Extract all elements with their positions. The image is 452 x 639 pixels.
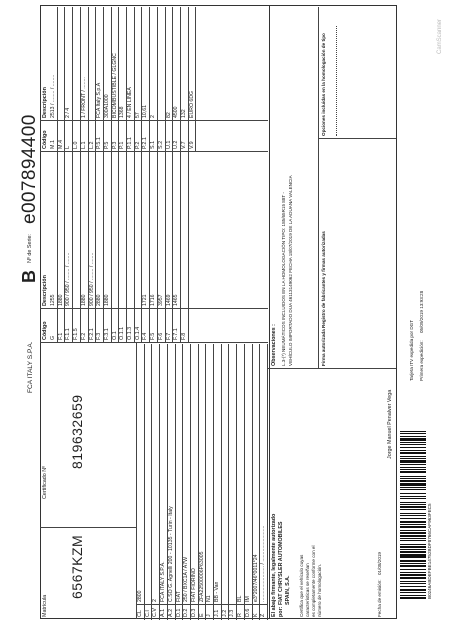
barcode-bar	[400, 513, 426, 515]
field-value: 1255	[50, 294, 56, 306]
issue-date-value: 01/08/2019	[377, 552, 382, 575]
barcode-bar	[400, 456, 426, 457]
row-divider	[126, 7, 127, 152]
first-issue-label: Primera expedición:	[419, 340, 424, 381]
field-value: 57	[134, 112, 141, 118]
field-code: F.8	[180, 332, 187, 340]
barcode-bar	[400, 498, 426, 499]
observations-line-1: L.3-(*) NEUMÁTICOS INCLUIDOS EN LA HOMOLOGACIÓN TIPO: 185/65R15 88T -	[281, 192, 286, 366]
barcode-bar	[400, 535, 426, 537]
barcode-bar	[400, 447, 426, 448]
field-value: 4500	[173, 106, 180, 118]
barcode-bar	[400, 444, 426, 445]
field-code: F.1.1	[65, 328, 72, 340]
row-divider	[195, 7, 196, 152]
barcode-bar	[400, 483, 426, 486]
row-divider	[165, 7, 166, 152]
barcode-bar	[400, 471, 426, 473]
field-code: L.0	[73, 141, 80, 149]
barcode-bar	[400, 478, 426, 479]
field-code: F.1.5	[73, 328, 80, 340]
field-code: O.1.1	[119, 326, 126, 340]
field-value: FIAT	[175, 591, 182, 602]
barcode-bar	[400, 464, 426, 465]
row-divider	[95, 7, 96, 152]
barcode-bar	[400, 442, 426, 444]
row-divider	[80, 152, 81, 343]
field-value: 10,61	[142, 105, 149, 118]
field-code: O.1.3	[127, 326, 133, 340]
barcode-bar	[400, 595, 426, 596]
barcode-bar	[400, 467, 426, 469]
field-code: F.7.1	[173, 328, 180, 340]
barcode-bar	[400, 589, 426, 591]
row-divider	[157, 152, 158, 343]
field-value: 1465	[173, 294, 180, 306]
barcode-bar	[400, 496, 426, 498]
row-divider	[136, 343, 137, 619]
row-divider	[103, 152, 104, 343]
field-code: O.1.4	[134, 326, 141, 340]
options-title: Opciones incluidas en la homologación de tipo	[321, 33, 326, 136]
field-code: F.2	[80, 332, 87, 340]
row-divider	[134, 152, 135, 343]
registration-label: Matrícula	[42, 594, 48, 617]
barcode-bar	[400, 541, 426, 542]
row-divider	[126, 152, 127, 343]
field-code: F.1	[57, 332, 64, 340]
signer-line-3: SPAIN, S.A.	[285, 575, 291, 605]
row-divider	[157, 7, 158, 152]
row-divider	[228, 344, 229, 620]
company-name: FCA ITALY S.P.A.	[27, 341, 34, 393]
observations-title: Observaciones :	[271, 324, 277, 366]
field-code: F.7	[165, 332, 172, 340]
barcode-bar	[400, 433, 426, 435]
field-code: J	[206, 614, 213, 617]
field-value: 2	[150, 115, 157, 118]
signatory-name: Jorge Manuel Penalver Vega	[387, 389, 393, 459]
field-code: F.4	[142, 332, 149, 340]
barcode-bar	[400, 452, 426, 454]
row-divider	[172, 152, 173, 343]
barcode-bar	[400, 502, 426, 503]
field-value: 1716	[150, 294, 157, 306]
row-divider	[111, 152, 112, 343]
barcode-bar	[400, 436, 426, 437]
field-code: F.2.1	[88, 328, 95, 340]
field-code: P.1.1	[127, 137, 133, 149]
row-divider	[144, 344, 145, 620]
row-divider	[213, 344, 214, 620]
field-value: IM	[244, 596, 251, 602]
field-code: K	[252, 613, 259, 617]
row-divider	[180, 7, 181, 152]
row-divider	[244, 344, 245, 620]
field-code: M.1	[50, 140, 56, 149]
field-code: L.2	[88, 141, 95, 149]
authorized-signature-label: Firma autorizada Registro de fabricantes y firmas autorizadas	[321, 231, 326, 366]
field-value: FCA ITALY S.P.A.	[160, 561, 167, 602]
field-value: 1 / FRONT / ........	[80, 77, 87, 118]
barcode-bar	[400, 551, 426, 553]
field-code: P.2	[134, 141, 141, 149]
right-desc-header: Descripción	[42, 87, 48, 118]
field-code: J.3	[229, 609, 236, 617]
row-divider	[72, 7, 73, 152]
barcode-bar	[400, 554, 426, 557]
barcode-bar	[400, 504, 426, 506]
field-value: 2880	[96, 294, 103, 306]
row-divider	[134, 7, 135, 152]
barcode-bar	[400, 458, 426, 460]
barcode-bar	[400, 476, 426, 477]
field-value: N1	[206, 595, 213, 602]
field-value: 2513 / ........ / ........	[50, 74, 56, 118]
col-divider	[40, 120, 268, 121]
barcode-bar	[400, 526, 426, 528]
serial-label: Nº de Serie:	[27, 234, 33, 263]
serial-number: e007894400	[19, 114, 40, 224]
barcode-bar	[400, 558, 426, 559]
scanner-watermark: CamScanner	[437, 18, 443, 54]
barcode-bar	[400, 480, 426, 482]
barcode-bar	[400, 460, 426, 463]
row-divider	[172, 7, 173, 152]
row-divider	[188, 152, 189, 343]
barcode-bar	[400, 597, 426, 599]
barcode-bar	[400, 550, 426, 551]
series-letter: B	[19, 270, 39, 283]
field-value: 1880	[80, 294, 87, 306]
col-divider	[268, 368, 396, 369]
field-code: A.2	[167, 608, 174, 617]
field-value: ZFA22500006P63005	[198, 551, 205, 602]
col-divider	[40, 342, 268, 343]
field-code: A.1	[160, 608, 167, 617]
field-value: 4 / EN LINEA	[127, 87, 133, 118]
field-code: L	[65, 146, 72, 149]
itv-issued-label: Tarjeta ITV expedida por DGT	[409, 319, 414, 381]
field-code: P.5.1	[96, 137, 103, 149]
barcode-bar	[400, 565, 426, 567]
issue-date-label: Fecha de emisión:	[377, 579, 382, 617]
field-value: ......................... / .........................	[260, 525, 267, 602]
field-value: 300A1000	[103, 94, 110, 118]
barcode-bar	[400, 451, 426, 452]
right-code-header: Código	[42, 130, 48, 149]
barcode-bar	[400, 569, 426, 570]
row-divider	[221, 344, 222, 620]
barcode-bar	[400, 563, 426, 564]
row-divider	[64, 152, 65, 343]
field-code: F.3	[96, 332, 103, 340]
field-code: D.1	[175, 608, 182, 617]
field-value: C.SO G. Agnelli 200 - 10135 - Turin - Italy	[167, 506, 174, 602]
row-divider	[141, 152, 142, 343]
barcode-bar	[400, 518, 426, 519]
cert-text-4: número de homologación.	[317, 563, 322, 617]
barcode-bar	[400, 438, 426, 441]
registration-value: 6567KZM	[69, 534, 85, 599]
row-divider	[141, 7, 142, 152]
cert-text-3: es completamente conforme con el	[311, 545, 316, 617]
field-value: 900 / 950 / ........ / ........	[65, 252, 72, 306]
field-code: P.3	[111, 141, 118, 149]
field-code: F.5	[150, 332, 157, 340]
field-value: 1368	[119, 106, 126, 118]
barcode-bar	[400, 469, 426, 470]
field-value: FIAT FIORINO	[190, 568, 197, 602]
field-code: V.7	[180, 141, 187, 149]
field-code: Z	[260, 613, 267, 617]
row-divider	[118, 152, 119, 343]
row-divider	[151, 344, 152, 620]
row-divider	[88, 152, 89, 343]
field-code: C.V	[152, 608, 159, 617]
row-divider	[180, 152, 181, 343]
barcode-bar	[400, 586, 426, 587]
field-code: D.6	[244, 608, 251, 617]
barcode-bar	[400, 521, 426, 524]
field-code: D.2	[183, 608, 190, 617]
field-code: C.I	[144, 610, 151, 617]
col-divider	[40, 151, 268, 152]
barcode-bar	[400, 581, 426, 582]
field-value: FCA Italy S.p.A	[96, 82, 103, 118]
field-value: 1469	[165, 294, 172, 306]
field-value: EURO 6DG	[188, 90, 195, 118]
first-issue-value: 05/09/2019 13:93:28	[419, 290, 424, 333]
field-value: 132	[180, 109, 187, 118]
field-code: CL	[137, 610, 143, 617]
field-value: 1880	[57, 294, 64, 306]
barcode-bar	[400, 509, 426, 510]
field-value: 1880	[103, 294, 110, 306]
barcode	[400, 431, 426, 599]
row-divider	[95, 152, 96, 343]
field-value: 2800	[137, 590, 143, 602]
row-divider	[57, 152, 58, 343]
col-divider	[40, 527, 136, 528]
row-divider	[72, 152, 73, 343]
barcode-bar	[400, 544, 426, 545]
row-divider	[64, 7, 65, 152]
field-code: O.1	[111, 331, 118, 340]
field-code: J.1	[214, 609, 220, 617]
barcode-bar	[400, 592, 426, 593]
field-value: 3957	[157, 294, 164, 306]
barcode-bar	[400, 515, 426, 516]
cert-text-1: Certifica que el vehículo cuyas	[299, 554, 304, 617]
field-value: e3*2007/46*0011*24	[252, 554, 259, 602]
field-code: L.1	[80, 141, 87, 149]
observations-line-2: VEHÍCULO IMPORTADO DUA 46113149062 FECHA 18/07/2019 DE LA ADUANA VALENCIA	[288, 175, 293, 366]
certificate-label: Certificado Nº	[42, 465, 48, 499]
row-divider	[149, 7, 150, 152]
field-value: BICOMBUSTIBLE / GLGNC	[111, 53, 118, 118]
barcode-text: B0246ABDEFBE14752BDF8766CAF963FEC5	[427, 503, 432, 599]
middle-code-header: Código	[42, 321, 48, 340]
field-code: J.2	[221, 609, 228, 617]
field-code: M.4	[57, 140, 64, 149]
cert-text-2: características se reseñan	[305, 563, 310, 617]
middle-desc-header: Descripción	[42, 275, 48, 306]
row-divider	[165, 152, 166, 343]
row-divider	[236, 344, 237, 620]
field-code: G	[50, 335, 56, 340]
barcode-bar	[400, 583, 426, 584]
field-value: 82	[165, 112, 172, 118]
field-value: 1721	[142, 294, 149, 306]
field-value: 2 / 4	[65, 107, 72, 118]
col-divider	[318, 138, 396, 139]
col-divider	[40, 308, 268, 309]
field-value: BB - Van	[214, 581, 220, 602]
field-value: 2	[152, 599, 159, 602]
field-code: P.1	[119, 141, 126, 149]
barcode-bar	[400, 489, 426, 490]
barcode-bar	[400, 577, 426, 580]
field-value: 250 / BXC1A / A7W	[183, 557, 190, 602]
barcode-bar	[400, 572, 426, 573]
row-divider	[103, 7, 104, 152]
col-divider	[136, 604, 268, 605]
barcode-bar	[400, 493, 426, 494]
options-dotted-line	[336, 26, 337, 136]
row-divider	[149, 152, 150, 343]
barcode-bar	[400, 532, 426, 535]
field-code: R	[237, 613, 244, 617]
field-value: 900 / 950 / ........ / ........	[88, 252, 95, 306]
field-code: U.1	[165, 140, 172, 149]
row-divider	[318, 7, 319, 369]
field-code: V.9	[188, 141, 195, 149]
field-value: BL	[237, 595, 244, 602]
field-code: D.3	[190, 608, 197, 617]
field-code: P.2.1	[142, 137, 149, 149]
barcode-bar	[400, 538, 426, 539]
barcode-bar	[400, 574, 426, 576]
field-code: S.2	[157, 140, 164, 149]
barcode-bar	[400, 431, 426, 432]
field-code: E	[198, 613, 205, 617]
signer-line-2: por: FIAT CHRYSLER AUTOMOBILES	[278, 521, 284, 617]
field-code: F.3.1	[103, 328, 110, 340]
row-divider	[188, 7, 189, 152]
field-code: S.1	[150, 140, 157, 149]
certificate-value: 819632659	[69, 394, 85, 469]
barcode-bar	[400, 560, 426, 562]
field-code: U.2	[173, 140, 180, 149]
barcode-bar	[400, 530, 426, 531]
barcode-bar	[400, 487, 426, 488]
barcode-bar	[400, 546, 426, 548]
field-code: F.6	[157, 332, 164, 340]
barcode-bar	[400, 506, 426, 508]
signer-line-1: El abajo firmante, legalmente autorizado	[271, 513, 277, 617]
barcode-bar	[400, 524, 426, 525]
field-code: P.5	[103, 141, 110, 149]
